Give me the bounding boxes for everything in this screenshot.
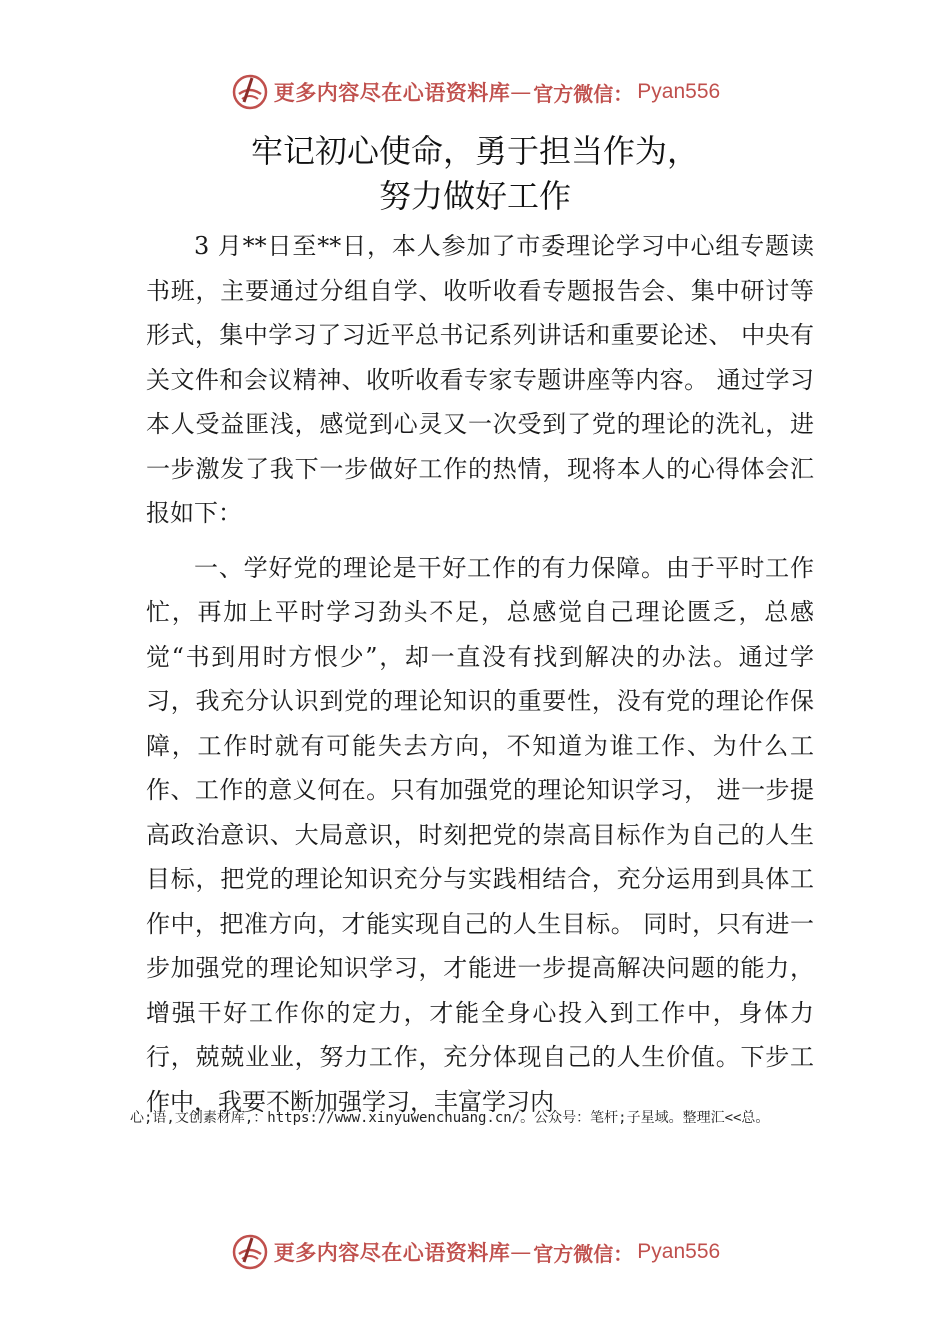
banner-label: 官方微信： <box>533 81 634 106</box>
banner-handle: Pyan556 <box>637 80 721 103</box>
banner-separator: — <box>510 80 532 104</box>
document-body <box>146 224 814 1124</box>
banner-handle: Pyan556 <box>637 1240 721 1263</box>
paragraph-section-one: 一、学好党的理论是干好工作的有力保障。由于平时工作忙，再加上平时学习劲头不足，总感觉自己理论匮乏，总感觉“书到用时方恨少”，却一直没有找到解决的办法。通过学习，我充分认识到党的理论知识的重要性，没有党的理论作保障，工作时就有可能失去方向，不知道为谁工作、为什么工作、工作的意义何在。只有加强党的理论知识学习， 进一步提高政治意识、大局意识，时刻把党的崇高目标作为自己的人生目标，把党的理论知识充分与实践相结合，充分运用到具体工作中，把准方向，才能实现自己的人生目标。 同时，只有进一步加强党的理论知识学习，才能进一步提高解决问题的能力，增强干好工作你的定力，才能全身心投入到工作中，身体力行，兢兢业业，努力工作，充分体现自己的人生价值。下步工作中，我要不断加强学习，丰富学习内 <box>146 553 814 1116</box>
source-footnote: 心;语,文创素材库,：https://www.xinyuwenchuang.cn/。公众号：笔杆;子星域。整理汇<<总。 <box>130 1110 770 1126</box>
banner-main-text: 更多内容尽在心语资料库 <box>273 1241 511 1265</box>
document-title-line2: 努力做好工作 <box>378 177 571 215</box>
banner-label: 官方微信： <box>533 1241 634 1266</box>
paragraph-intro: 3 月**日至**日，本人参加了市委理论学习中心组专题读书班，主要通过分组自学、收听收看专题报告会、集中研讨等形式，集中学习了习近平总书记系列讲话和重要论述、 中央有关文件和会议精神、收听收看专家专题讲座等内容。 通过学习本人受益匪浅，感觉到心灵又一次受到了党的理论的洗礼，进一步激发了我下一步做好工作的热情，现将本人的心得体会汇报如下： <box>146 232 814 527</box>
footer-banner <box>0 1230 950 1274</box>
banner-separator: — <box>510 1240 532 1264</box>
header-banner <box>0 70 950 114</box>
book-pen-logo <box>230 1232 270 1272</box>
book-pen-logo <box>230 72 270 112</box>
banner-main-text: 更多内容尽在心语资料库 <box>273 81 511 105</box>
document-title-line1: 牢记初心使命，勇于担当作为， <box>250 132 699 170</box>
